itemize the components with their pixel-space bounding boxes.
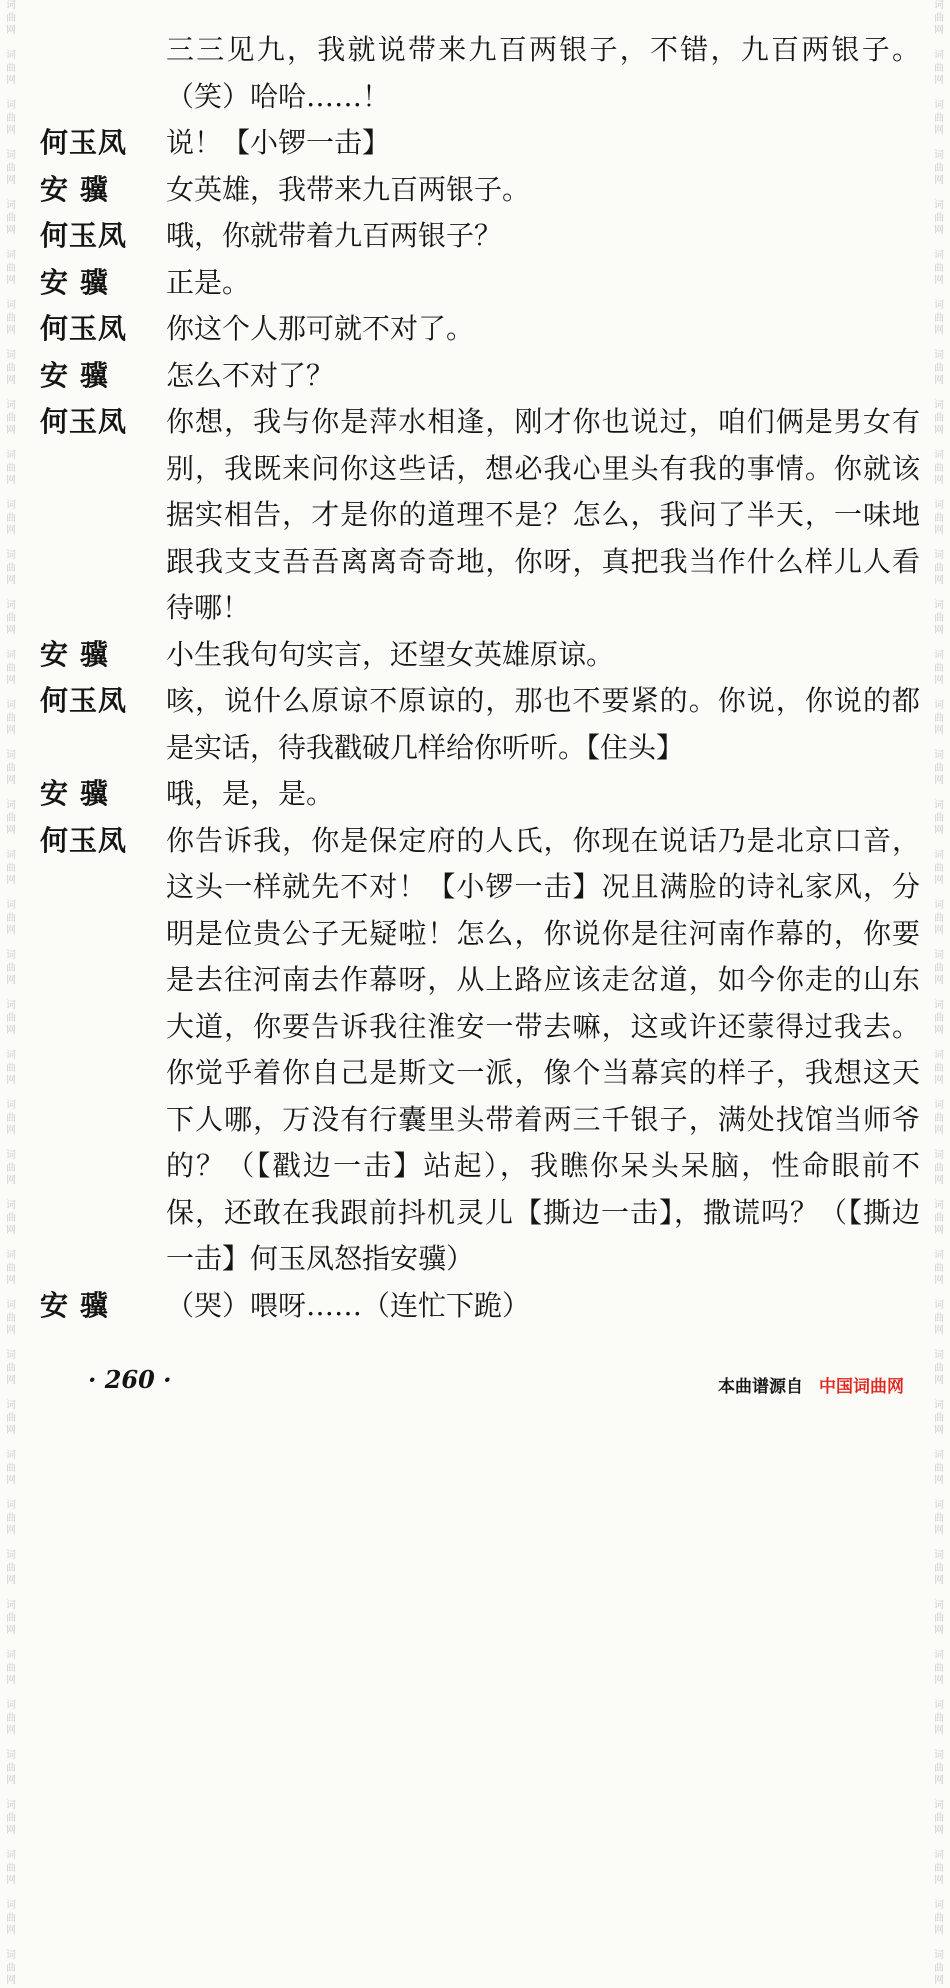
dialogue-line — [40, 818, 920, 1283]
dialogue-line — [40, 167, 920, 214]
line-text: 怎么不对了？ — [166, 358, 335, 392]
line-text: 说！【小锣一击】 — [166, 126, 391, 159]
watermark-right: 词 曲 网 词 曲 网 词 曲 网 词 曲 网 词 曲 网 词 曲 网 词 曲 网 词 曲 网 词 曲 网 词 曲 网 词 曲 网 词 曲 网 词 曲 网 词 曲 网 词 曲 网 词 曲 网 词 曲 网 词 曲 网 词 曲 网 词 曲 网 词 曲 网 词 曲 网 词 曲 网 词 曲 网 词 曲 网 词 曲 网 词 曲 网 词 曲 网 词 曲 网 词 曲 网 词 曲 网 词 曲 网 词 曲 网 词 曲 网 词 曲 网 词 曲 网 词 曲 网 词 曲 网 词 曲 网 词 曲 网 — [934, 0, 944, 1986]
dialogue-line — [40, 399, 920, 632]
dialogue-line — [40, 678, 920, 771]
speaker-name: 安 骥 — [40, 637, 109, 671]
speaker-name: 何玉凤 — [40, 823, 128, 857]
line-text: 正是。 — [166, 265, 251, 299]
dialogue-line — [40, 213, 920, 260]
line-text: 小生我句句实言，还望女英雄原谅。 — [166, 637, 615, 671]
line-text: 你想，我与你是萍水相逢，刚才你也说过，咱们俩是男女有别，我既来问你这些话，想必我心里头有我的事情。你就该据实相告，才是你的道理不是？怎么，我问了半天，一味地跟我支支吾吾离离奇奇地，你呀，真把我当作什么样儿人看待哪！ — [166, 405, 920, 624]
line-text: 女英雄，我带来九百两银子。 — [166, 172, 531, 206]
line-text: 哦，是，是。 — [166, 777, 335, 810]
line-text: 你告诉我，你是保定府的人氏，你现在说话乃是北京口音，这头一样就先不对！【小锣一击】况且满脸的诗礼家风，分明是位贵公子无疑啦！怎么，你说你是往河南作幕的，你要是去往河南去作幕呀，从上路应该走岔道，如今你走的山东大道，你要告诉我往淮安一带去嘛，这或许还蒙得过我去。你觉乎着你自己是斯文一派，像个当幕宾的样子，我想这天下人哪，万没有行囊里头带着两三千银子，满处找馆当师爷的？（【戳边一击】站起），我瞧你呆头呆脑，性命眼前不保，还敢在我跟前抖机灵儿【撕边一击】，撒谎吗？（【撕边一击】何玉凤怒指安骥） — [166, 823, 920, 1275]
source-credit — [718, 1372, 904, 1397]
dialogue-line — [40, 632, 920, 679]
line-text: 咳，说什么原谅不原谅的，那也不要紧的。你说，你说的都是实话，待我戳破几样给你听听。【住头】 — [166, 684, 920, 764]
speaker-name: 何玉凤 — [40, 126, 128, 159]
speaker-name: 安 骥 — [40, 777, 109, 810]
line-text: 哦，你就带着九百两银子？ — [166, 219, 503, 252]
line-text: 三三见九，我就说带来九百两银子，不错，九百两银子。（笑）哈哈……！ — [166, 33, 920, 113]
source-label: 本曲谱源自 — [718, 1377, 803, 1397]
speaker-name: 何玉凤 — [40, 684, 128, 717]
watermark-left: 词 曲 网 词 曲 网 词 曲 网 词 曲 网 词 曲 网 词 曲 网 词 曲 网 词 曲 网 词 曲 网 词 曲 网 词 曲 网 词 曲 网 词 曲 网 词 曲 网 词 曲 网 词 曲 网 词 曲 网 词 曲 网 词 曲 网 词 曲 网 词 曲 网 词 曲 网 词 曲 网 词 曲 网 词 曲 网 词 曲 网 词 曲 网 词 曲 网 词 曲 网 词 曲 网 词 曲 网 词 曲 网 词 曲 网 词 曲 网 词 曲 网 词 曲 网 词 曲 网 词 曲 网 词 曲 网 词 曲 网 — [6, 0, 16, 1986]
dialogue-line — [40, 260, 920, 307]
speaker-name: 安 骥 — [40, 172, 109, 206]
speaker-name: 安 骥 — [40, 1288, 109, 1322]
speaker-name: 安 骥 — [40, 265, 109, 299]
line-text: （哭）喂呀……（连忙下跪） — [166, 1288, 531, 1322]
speaker-name: 安 骥 — [40, 358, 109, 392]
script-page — [40, 27, 920, 1329]
page-number: · 260 · — [88, 1365, 172, 1394]
dialogue-line — [40, 353, 920, 400]
dialogue-line — [40, 771, 920, 818]
dialogue-line — [40, 1283, 920, 1330]
speaker-name: 何玉凤 — [40, 312, 128, 345]
speaker-name: 何玉凤 — [40, 405, 128, 438]
line-text: 你这个人那可就不对了。 — [166, 312, 475, 345]
dialogue-line — [40, 27, 920, 120]
site-link[interactable]: 中国词曲网 — [819, 1377, 904, 1397]
speaker-name: 何玉凤 — [40, 219, 128, 252]
dialogue-line — [40, 120, 920, 167]
dialogue-line — [40, 306, 920, 353]
